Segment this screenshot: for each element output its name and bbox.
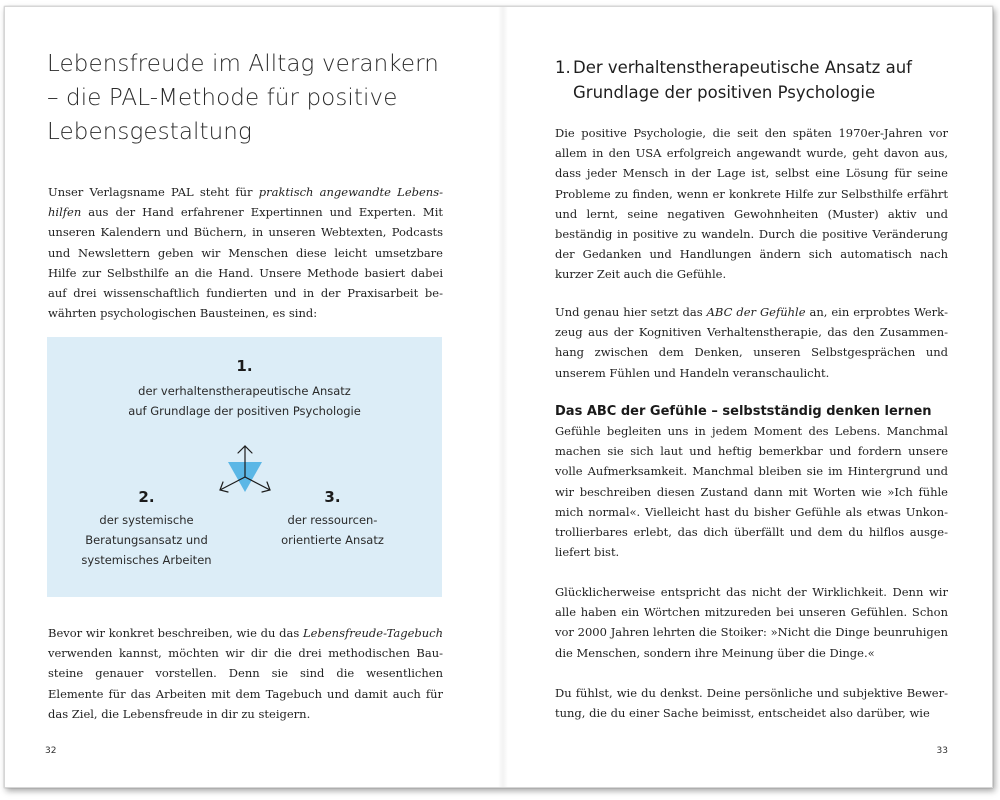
item-1-number: 1.: [236, 357, 253, 375]
section-title: [555, 55, 965, 105]
left-page: [5, 7, 499, 787]
page-number-right: 33: [936, 746, 948, 756]
intro-paragraph: [48, 182, 443, 323]
subheading: Das ABC der Gefühle – selbstständig denken lernen: [555, 404, 932, 419]
item-1-text: der verhaltenstherapeutische Ansatz auf Grundlage der positiven Psychologie: [128, 384, 361, 418]
paragraph-2-italic: ABC der Gefühle: [706, 305, 806, 319]
item-3-number: 3.: [324, 488, 341, 506]
outro-paragraph: [48, 623, 443, 724]
paragraph-5: Du fühlst, wie du denkst. Deine persönliche und subjektive Bewertung, die du einer Sache beimisst, entscheidet also darüber, wie: [555, 686, 948, 721]
book-spread: [4, 6, 993, 788]
intro-text-2: aus der Hand erfahrener Expertinnen und Experten. Mit unseren Kalendern und Büchern, in unseren Webtexten, Podcasts und Newslettern geben wir Menschen diese leicht umsetzbare Hilfe zur Selbsthilfe an die Hand. Unsere Methode basiert dabei auf drei wissenschaftlich fundierten und in der Praxisarbeit bewährten psychologischen Bausteinen, es sind:: [48, 205, 443, 321]
chapter-title: Lebensfreude im Alltag verankern – die PAL-Methode für positive Lebensgestaltung: [47, 51, 439, 145]
paragraph-2-text-1: Und genau hier setzt das: [555, 305, 707, 319]
intro-text-1: Unser Verlagsname PAL steht für: [48, 185, 259, 199]
page-number-left: 32: [45, 746, 57, 756]
item-2-text: der systemische Beratungsansatz und systemisches Arbeiten: [81, 513, 212, 567]
outro-text-1: Bevor wir konkret beschreiben, wie du das: [48, 626, 304, 640]
item-3-text: der ressourcen- orientierte Ansatz: [281, 513, 384, 547]
section-title-line-2: Grundlage der positiven Psychologie: [573, 83, 876, 102]
paragraph-4: Glücklicherweise entspricht das nicht der Wirklichkeit. Denn wir alle haben ein Wörtchen mitzureden bei unseren Gefühlen. Schon vor 2000 Jahren lehrten die Stoiker: »Nicht die Dinge beunruhigen die Menschen, sondern ihre Meinung über die Dinge.«: [555, 585, 948, 660]
section-number: 1.: [555, 58, 571, 77]
outro-italic: Lebensfreude-Tagebuch: [303, 626, 443, 640]
paragraph-1: Die positive Psychologie, die seit den späten 1970er-Jahren vor allem in den USA erfolgreich angewandt wurde, geht davon aus, dass jeder Mensch in der Lage ist, selbst eine Lösung für seine Probleme zu finden, wenn er konkrete Hilfe zur Selbsthilfe erfährt und lernt, seine negativen Gewohnheiten (Muster) aktiv und beständig in positive zu wandeln. Durch die positive Veränderung der Gedanken und Handlungen ändern sich automatisch nach kurzer Zeit auch die Gefühle.: [555, 126, 948, 282]
paragraph-2-text-2: an, ein erprobtes Werkzeug aus der Kognitiven Verhaltenstherapie, das den Zusammenhang zwischen dem Denken, unseren Selbstgesprächen und unserem Fühlen und Handeln veranschaulicht.: [555, 305, 948, 380]
section-title-line-1: Der verhaltenstherapeutische Ansatz auf: [573, 58, 912, 77]
paragraph-3: Gefühle begleiten uns in jedem Moment des Lebens. Manchmal machen sie sich laut und heftig bemerkbar und fordern unsere volle Aufmerksamkeit. Manchmal bleiben sie im Hintergrund und wir beschreiben diesen Zustand dann mit Worten wie »Ich fühle mich normal«. Vielleicht hast du bisher Gefühle als etwas Unkontrollierbares erlebt, das dich überfällt und dem du hilflos ausgeliefert bist.: [555, 424, 948, 560]
paragraph-2: [555, 302, 948, 383]
pal-method-box: [47, 337, 442, 597]
outro-text-2: verwenden kannst, möchten wir dir die drei methodischen Bausteine genauer vorstellen. Denn sie sind die wesentlichen Elemente für das Arbeiten mit dem Tagebuch und damit auch für das Ziel, die Lebensfreude in dir zu steigern.: [48, 646, 443, 721]
intro-italic: praktisch angewandte Lebenshilfen: [48, 185, 443, 220]
item-2-number: 2.: [138, 488, 155, 506]
right-page: [499, 7, 992, 787]
